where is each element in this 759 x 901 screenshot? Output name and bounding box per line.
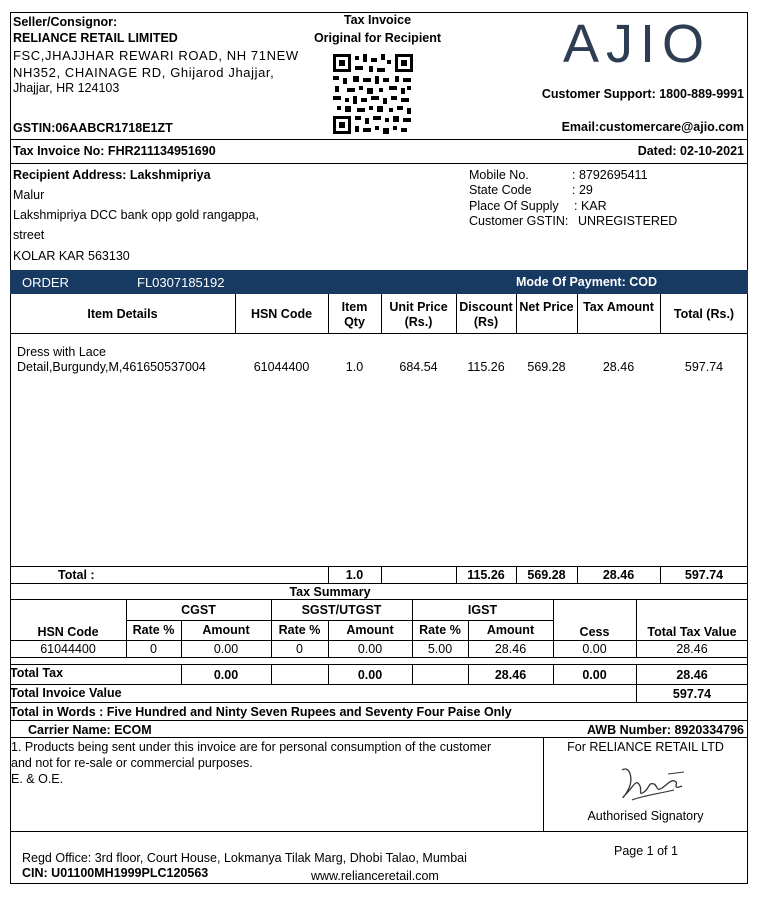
page-number: Page 1 of 1 bbox=[614, 844, 678, 858]
totals-net-price: 569.28 bbox=[527, 568, 566, 582]
payment-mode: Mode Of Payment: COD bbox=[516, 275, 657, 289]
divider bbox=[10, 664, 748, 665]
col-discount-1: Discount bbox=[459, 300, 513, 314]
tax-invoice-number: Tax Invoice No: FHR211134951690 bbox=[13, 144, 216, 158]
order-label: ORDER bbox=[22, 275, 69, 290]
col-net-price: Net Price bbox=[519, 300, 574, 314]
col-item-details: Item Details bbox=[87, 307, 158, 321]
total-tax-label: Total Tax bbox=[10, 666, 64, 680]
cin-number: CIN: U01100MH1999PLC120563 bbox=[22, 866, 209, 880]
item-description-2: Detail,Burgundy,M,461650537004 bbox=[17, 360, 206, 374]
divider bbox=[10, 599, 748, 600]
order-number: FL0307185192 bbox=[137, 275, 225, 290]
website: www.relianceretail.com bbox=[311, 869, 439, 883]
note-line-2: and not for re-sale or commercial purposes. bbox=[11, 756, 253, 770]
ts-col-sgst: SGST/UTGST bbox=[301, 603, 382, 617]
invoice-title: Tax Invoice bbox=[343, 13, 412, 27]
seller-address-1: FSC,JHAJJHAR REWARI ROAD, NH 71NEW bbox=[13, 48, 299, 63]
note-line-1: 1. Products being sent under this invoice are for personal consumption of the customer bbox=[11, 740, 492, 754]
recipient-label: Recipient Address: Lakshmipriya bbox=[13, 168, 211, 182]
divider bbox=[10, 139, 748, 140]
divider bbox=[10, 831, 748, 832]
totals-qty: 1.0 bbox=[345, 568, 364, 582]
ts-col-cgst: CGST bbox=[181, 603, 216, 617]
recipient-line-4: KOLAR KAR 563130 bbox=[13, 249, 130, 263]
item-discount: 115.26 bbox=[467, 360, 505, 374]
col-qty-2: Qty bbox=[344, 315, 365, 329]
seller-name: RELIANCE RETAIL LIMITED bbox=[13, 31, 178, 45]
ts-cess: 0.00 bbox=[582, 642, 607, 656]
divider bbox=[271, 664, 272, 684]
item-unit-price: 684.54 bbox=[399, 360, 438, 374]
col-unit-price-2: (Rs.) bbox=[404, 315, 433, 329]
total-tax-sgst: 0.00 bbox=[357, 668, 383, 682]
mobile-value: : 8792695411 bbox=[572, 168, 648, 182]
for-company: For RELIANCE RETAIL LTD bbox=[567, 740, 724, 754]
divider bbox=[10, 583, 748, 584]
seller-gstin: GSTIN:06AABCR1718E1ZT bbox=[13, 121, 173, 135]
ts-col-cgst-rate: Rate % bbox=[132, 623, 175, 637]
divider bbox=[10, 657, 748, 658]
total-tax-igst: 28.46 bbox=[494, 668, 527, 682]
total-invoice-value: 597.74 bbox=[672, 687, 712, 701]
authorised-signatory: Authorised Signatory bbox=[587, 809, 704, 823]
item-tax-amount: 28.46 bbox=[602, 360, 635, 374]
ts-col-igst-amount: Amount bbox=[486, 623, 535, 637]
regd-office: Regd Office: 3rd floor, Court House, Lokmanya Tilak Marg, Dhobi Talao, Mumbai bbox=[22, 851, 467, 865]
col-discount-2: (Rs) bbox=[473, 315, 499, 329]
totals-total: 597.74 bbox=[684, 568, 724, 582]
place-of-supply-value: : KAR bbox=[574, 199, 607, 213]
ts-sgst-amount: 0.00 bbox=[357, 642, 383, 656]
divider bbox=[10, 720, 748, 721]
item-qty: 1.0 bbox=[345, 360, 364, 374]
divider bbox=[10, 566, 748, 567]
ts-col-cess: Cess bbox=[579, 625, 610, 639]
note-line-3: E. & O.E. bbox=[11, 772, 64, 786]
recipient-line-3: street bbox=[13, 228, 45, 242]
col-total: Total (Rs.) bbox=[673, 307, 735, 321]
recipient-line-2: Lakshmipriya DCC bank opp gold rangappa, bbox=[13, 208, 259, 222]
totals-label: Total : bbox=[58, 568, 95, 582]
divider bbox=[10, 684, 748, 685]
customer-gstin-label: Customer GSTIN: bbox=[469, 214, 569, 228]
ts-igst-amount: 28.46 bbox=[494, 642, 527, 656]
col-hsn-code: HSN Code bbox=[250, 307, 313, 321]
col-tax-amount: Tax Amount bbox=[583, 300, 654, 314]
ts-total-tax: 28.46 bbox=[676, 642, 708, 656]
recipient-line-1: Malur bbox=[13, 188, 45, 202]
total-tax-cgst: 0.00 bbox=[213, 668, 239, 682]
total-tax-value: 28.46 bbox=[676, 668, 708, 682]
ts-col-total-tax: Total Tax Value bbox=[647, 625, 737, 639]
totals-discount: 115.26 bbox=[467, 568, 505, 582]
divider bbox=[10, 333, 748, 334]
total-tax-cess: 0.00 bbox=[582, 668, 607, 682]
col-unit-price-1: Unit Price bbox=[389, 300, 448, 314]
ts-igst-rate: 5.00 bbox=[427, 642, 453, 656]
item-description-1: Dress with Lace bbox=[17, 345, 106, 359]
ts-cgst-amount: 0.00 bbox=[213, 642, 239, 656]
brand-logo: AJIO bbox=[563, 14, 712, 74]
customer-support: Customer Support: 1800-889-9991 bbox=[541, 87, 744, 101]
customer-gstin-value: UNREGISTERED bbox=[578, 214, 678, 228]
carrier-name: Carrier Name: ECOM bbox=[28, 723, 152, 737]
divider bbox=[381, 566, 382, 583]
item-net-price: 569.28 bbox=[527, 360, 566, 374]
qr-code-icon bbox=[333, 54, 413, 134]
item-total: 597.74 bbox=[684, 360, 724, 374]
total-in-words: Total in Words : Five Hundred and Ninty Seven Rupees and Seventy Four Paise Only bbox=[10, 705, 512, 719]
mobile-label: Mobile No. bbox=[469, 168, 529, 182]
invoice-subtitle: Original for Recipient bbox=[313, 31, 442, 45]
ts-cgst-rate: 0 bbox=[150, 642, 157, 656]
ts-col-hsn: HSN Code bbox=[37, 625, 99, 639]
seller-address-3: Jhajjar, HR 124103 bbox=[13, 81, 120, 95]
total-invoice-value-label: Total Invoice Value bbox=[10, 686, 122, 700]
ts-hsn: 61044400 bbox=[40, 642, 96, 656]
customer-email: Email:customercare@ajio.com bbox=[561, 120, 744, 134]
totals-tax-amount: 28.46 bbox=[602, 568, 635, 582]
ts-sgst-rate: 0 bbox=[296, 642, 303, 656]
state-code-value: : 29 bbox=[572, 183, 593, 197]
ts-col-igst: IGST bbox=[467, 603, 498, 617]
divider bbox=[10, 737, 748, 738]
place-of-supply-label: Place Of Supply bbox=[469, 199, 559, 213]
awb-number: AWB Number: 8920334796 bbox=[586, 723, 744, 737]
col-qty-1: Item bbox=[341, 300, 368, 314]
invoice-date: Dated: 02-10-2021 bbox=[637, 144, 744, 158]
seller-label: Seller/Consignor: bbox=[13, 15, 118, 29]
state-code-label: State Code bbox=[469, 183, 532, 197]
item-hsn: 61044400 bbox=[253, 360, 310, 374]
ts-col-igst-rate: Rate % bbox=[419, 623, 461, 637]
divider bbox=[10, 640, 748, 641]
signature-icon bbox=[612, 760, 690, 810]
ts-col-sgst-amount: Amount bbox=[346, 623, 394, 637]
divider bbox=[412, 664, 413, 684]
tax-summary-title: Tax Summary bbox=[289, 585, 371, 599]
divider bbox=[10, 163, 748, 164]
divider bbox=[10, 702, 748, 703]
ts-col-cgst-amount: Amount bbox=[202, 623, 250, 637]
divider bbox=[126, 620, 553, 621]
ts-col-sgst-rate: Rate % bbox=[278, 623, 321, 637]
seller-address-2: NH352, CHAINAGE RD, Ghijarod Jhajjar, bbox=[13, 65, 275, 80]
